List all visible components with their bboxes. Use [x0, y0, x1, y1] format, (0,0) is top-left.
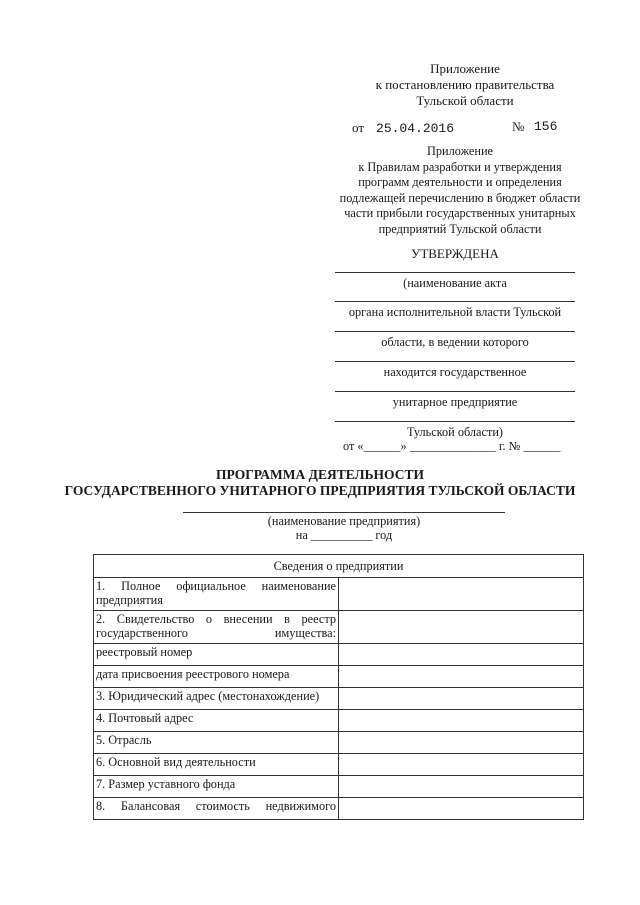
- enterprise-name-line: [183, 512, 505, 513]
- table-row-value[interactable]: [339, 710, 584, 732]
- approval-caption: Тульской области): [406, 425, 504, 439]
- date-prefix: от: [352, 120, 365, 135]
- appendix-1-line1: к постановлению правительства: [375, 77, 555, 92]
- approval-fill-line: [335, 391, 575, 392]
- table-row-label: 2. Свидетельство о внесении в реестр государственного имущества:: [94, 611, 339, 644]
- table-row-label: 7. Размер уставного фонда: [94, 776, 339, 798]
- table-header: Сведения о предприятии: [94, 555, 584, 578]
- appendix-1-block: [340, 61, 590, 109]
- number-prefix: №: [512, 119, 525, 134]
- enterprise-info-table: [93, 554, 584, 820]
- appendix-1-date-row: [352, 119, 612, 137]
- table-row-label: дата присвоения реестрового номера: [94, 666, 339, 688]
- program-title-2: ГОСУДАРСТВЕННОГО УНИТАРНОГО ПРЕДПРИЯТИЯ ТУЛЬСКОЙ ОБЛАСТИ: [64, 483, 576, 498]
- table-row-value[interactable]: [339, 666, 584, 688]
- table-row-label: реестровый номер: [94, 644, 339, 666]
- table-row: [94, 710, 584, 732]
- table-row-label: 8. Балансовая стоимость недвижимого: [94, 798, 339, 820]
- approval-fill-line: [335, 421, 575, 422]
- program-title-1: ПРОГРАММА ДЕЯТЕЛЬНОСТИ: [216, 467, 424, 482]
- table-row-label: 5. Отрасль: [94, 732, 339, 754]
- table-row-value[interactable]: [339, 611, 584, 644]
- table-row-value[interactable]: [339, 776, 584, 798]
- table-row: [94, 798, 584, 820]
- table-row-label: 3. Юридический адрес (местонахождение): [94, 688, 339, 710]
- appendix-1-title: Приложение: [430, 61, 500, 76]
- approval-caption: унитарное предприятие: [392, 395, 518, 409]
- approval-title: УТВЕРЖДЕНА: [411, 246, 499, 261]
- appendix-number: 156: [534, 119, 558, 134]
- appendix-2-line: подлежащей перечислению в бюджет области: [339, 190, 581, 205]
- table-row: [94, 776, 584, 798]
- table-row: [94, 732, 584, 754]
- approval-fill-line: [335, 272, 575, 273]
- table-row-label: 1. Полное официальное наименование предприятия: [94, 578, 339, 611]
- approval-caption: области, в ведении которого: [381, 335, 529, 349]
- table-row-value[interactable]: [339, 754, 584, 776]
- appendix-2-line: программ деятельности и определения: [358, 175, 562, 189]
- table-row-label: 6. Основной вид деятельности: [94, 754, 339, 776]
- table-row-value[interactable]: [339, 732, 584, 754]
- appendix-2-title: Приложение: [427, 144, 493, 158]
- year-line: на __________ год: [295, 528, 393, 542]
- table-row: [94, 754, 584, 776]
- enterprise-name-caption: (наименование предприятия): [267, 514, 421, 528]
- appendix-2-line: к Правилам разработки и утверждения: [358, 159, 562, 174]
- table-header-row: [94, 555, 584, 578]
- approval-fill-line: [335, 301, 575, 302]
- table-row-label: 4. Почтовый адрес: [94, 710, 339, 732]
- table-row-value[interactable]: [339, 688, 584, 710]
- table-row: [94, 644, 584, 666]
- approval-fill-line: [335, 331, 575, 332]
- approval-caption: находится государственное: [383, 365, 527, 379]
- table-row: [94, 578, 584, 611]
- appendix-2-block: [305, 144, 615, 237]
- approval-caption: органа исполнительной власти Тульской: [348, 305, 562, 319]
- table-row: [94, 688, 584, 710]
- appendix-1-line2: Тульской области: [416, 93, 514, 108]
- approval-fill-line: [335, 361, 575, 362]
- approval-caption: (наименование акта: [403, 276, 507, 290]
- table-row-value[interactable]: [339, 798, 584, 820]
- appendix-2-line: предприятий Тульской области: [378, 221, 542, 236]
- table-row-value[interactable]: [339, 578, 584, 611]
- table-row-value[interactable]: [339, 644, 584, 666]
- table-row: [94, 611, 584, 644]
- appendix-date: 25.04.2016: [376, 121, 455, 136]
- approval-date-line: от «______» ______________ г. № ______: [343, 439, 561, 453]
- table-row: [94, 666, 584, 688]
- appendix-2-line: части прибыли государственных унитарных: [344, 206, 576, 220]
